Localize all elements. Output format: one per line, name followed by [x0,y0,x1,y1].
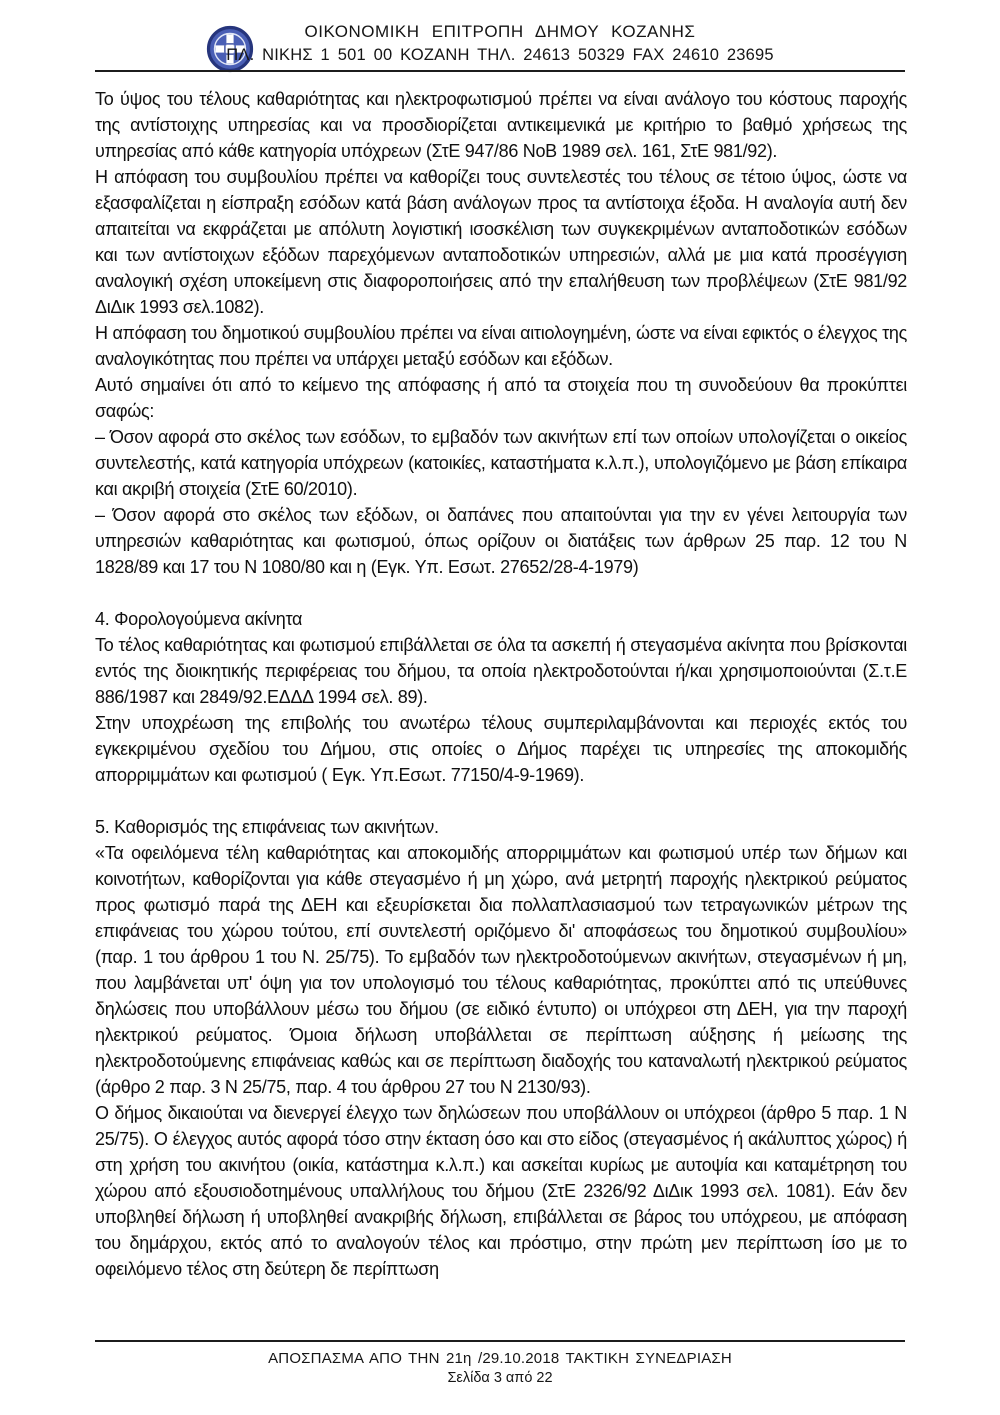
section-heading-5: 5. Καθορισμός της επιφάνειας των ακινήτων. [95,817,439,837]
bullet-paragraph: – Όσον αφορά στο σκέλος των εσόδων, το εμβαδόν των ακινήτων επί των οποίων υπολογίζεται ο οικείος συντελεστής, κατά κατηγορία υπόχρεων (κατοικίες, καταστήματα κ.λ.π.), υπολογιζόμενο με βάση επίκαιρα και ακριβή στοιχεία (ΣτΕ 60/2010). [95,427,907,499]
page-header [0,0,1000,70]
header-divider [95,70,905,72]
paragraph: Η απόφαση του δημοτικού συμβουλίου πρέπει να είναι αιτιολογημένη, ώστε να είναι εφικτός ο έλεγχος της αναλογικότητας που πρέπει να υπάρχει μεταξύ εσόδων και εξόδων. [95,323,907,369]
paragraph: Αυτό σημαίνει ότι από το κείμενο της απόφασης ή από τα στοιχεία που τη συνοδεύουν θα προκύπτει σαφώς: [95,375,907,421]
footer-session-line: ΑΠΟΣΠΑΣΜΑ ΑΠΟ ΤΗΝ 21η /29.10.2018 ΤΑΚΤΙΚΗ ΣΥΝΕΔΡΙΑΣΗ [268,1350,732,1367]
bullet-paragraph: – Όσον αφορά στο σκέλος των εξόδων, οι δαπάνες που απαιτούνται για την εν γένει λειτουργία των υπηρεσιών καθαριότητας και φωτισμού, όπως ορίζουν οι διατάξεις των άρθρων 25 παρ. 12 του Ν 1828/89 και 17 του Ν 1080/80 και η (Εγκ. Υπ. Εσωτ. 27652/28-4-1979) [95,505,907,577]
paragraph: Η απόφαση του συμβουλίου πρέπει να καθορίζει τους συντελεστές του τέλους σε τέτοιο ύψος, ώστε να εξασφαλίζεται η είσπραξη εσόδων κατά βάση ανάλογων προς τα αντίστοιχα έξοδα. Η αναλογία αυτή δεν απαιτείται να εκφράζεται με απόλυτη λογιστική ισοσκέλιση των συγκεκριμένων ανταποδοτικών εσόδων και των αντίστοιχων εξόδων παρεχόμενων ανταποδοτικών υπηρεσιών, αλλά με μια κατά προσέγγιση αναλογική σχέση υποκείμενη στις διαφοροποιήσεις από την επαλήθευση των προβλέψεων (ΣτΕ 981/92 ΔιΔικ 1993 σελ.1082). [95,167,907,317]
paragraph: Ο δήμος δικαιούται να διενεργεί έλεγχο των δηλώσεων που υποβάλλουν οι υπόχρεοι (άρθρο 5 παρ. 1 Ν 25/75). Ο έλεγχος αυτός αφορά τόσο στην έκταση όσο και στο είδος (στεγασμένος ή ακάλυπτος χώρος) ή στη χρήση του ακινήτου (οικία, κατάστημα κ.λ.π.) και ασκείται κυρίως με αυτοψία και καταμέτρηση του χώρου από εξουσιοδοτημένους υπαλλήλους του δήμου (ΣτΕ 2326/92 ΔιΔικ 1993 σελ. 1081). Εάν δεν υποβληθεί δήλωση ή υποβληθεί ανακριβής δήλωση, επιβάλλεται σε βάρος του υπόχρεου, με απόφαση του δημάρχου, εκτός από το αναλογούν τέλος και πρόστιμο, στην πρώτη μεν περίπτωση ίσο με το οφειλόμενο τέλος στη δεύτερη δε περίπτωση [95,1103,907,1279]
header-text-block [0,22,1000,65]
paragraph: Το ύψος του τέλους καθαριότητας και ηλεκτροφωτισμού πρέπει να είναι ανάλογο του κόστους παροχής της αντίστοιχης υπηρεσίας και να προσδιορίζεται αντικειμενικά με κριτήριο το βαθμό χρήσεως της υπηρεσίας από κάθε κατηγορία υπόχρεων (ΣτΕ 947/86 ΝοΒ 1989 σελ. 161, ΣτΕ 981/92). [95,89,907,161]
section-heading-4: 4. Φορολογούμενα ακίνητα [95,609,303,629]
header-address-phone: ΠΛ. ΝΙΚΗΣ 1 501 00 ΚΟΖΑΝΗ ΤΗΛ. 24613 50329 FAX 24610 23695 [226,46,774,64]
paragraph: «Τα οφειλόμενα τέλη καθαριότητας και αποκομιδής απορριμμάτων και φωτισμού υπέρ των δήμων και κοινοτήτων, καθορίζονται για κάθε στεγασμένο ή μη χώρο, ανά μετρητή παροχής ηλεκτρικού ρεύματος προς φωτισμό παρά της ΔΕΗ και εξευρίσκεται δια πολλαπλασιασμού των τετραγωνικών μέτρων της επιφάνειας του χώρου τούτου, επί συντελεστή οριζόμενο δι' αποφάσεως του δημοτικού συμβουλίου» (παρ. 1 του άρθρου 1 του Ν. 25/75). Το εμβαδόν των ηλεκτροδοτούμενων ακινήτων, στεγασμένων ή μη, που λαμβάνεται υπ' όψη για τον υπολογισμό του τέλους καθαριότητας, προκύπτει από τις υπεύθυνες δηλώσεις που υποβάλλουν μέσω του δήμου (σε ειδικό έντυπο) οι υπόχρεοι στη ΔΕΗ, για την παροχή ηλεκτρικού ρεύματος. Όμοια δήλωση υποβάλλεται σε περίπτωση αύξησης ή μείωσης της ηλεκτροδοτούμενης επιφάνειας καθώς και σε περίπτωση διαδοχής του καταναλωτή ηλεκτρικού ρεύματος (άρθρο 2 παρ. 3 Ν 25/75, παρ. 4 του άρθρου 27 του Ν 2130/93). [95,843,907,1097]
paragraph: Στην υποχρέωση της επιβολής του ανωτέρω τέλους συμπεριλαμβάνονται και περιοχές εκτός του εγκεκριμένου σχεδίου του Δήμου, στις οποίες ο Δήμος παρέχει τις υπηρεσίες της αποκομιδής απορριμμάτων και φωτισμού ( Εγκ. Υπ.Εσωτ. 77150/4-9-1969). [95,713,907,785]
document-body [95,86,907,1282]
footer-divider [95,1340,905,1342]
page-footer [95,1340,905,1386]
footer-page-number: Σελίδα 3 από 22 [447,1370,553,1386]
paragraph: Το τέλος καθαριότητας και φωτισμού επιβάλλεται σε όλα τα ασκεπή ή στεγασμένα ακίνητα που βρίσκονται εντός της διοικητικής περιφέρειας του δήμου, τα οποία ηλεκτροδοτούνται ή/και χρησιμοποιούνται (Σ.τ.Ε 886/1987 και 2849/92.ΕΔΔΔ 1994 σελ. 89). [95,635,907,707]
header-org-name: ΟΙΚΟΝΟΜΙΚΗ ΕΠΙΤΡΟΠΗ ΔΗΜΟΥ ΚΟΖΑΝΗΣ [304,22,696,41]
